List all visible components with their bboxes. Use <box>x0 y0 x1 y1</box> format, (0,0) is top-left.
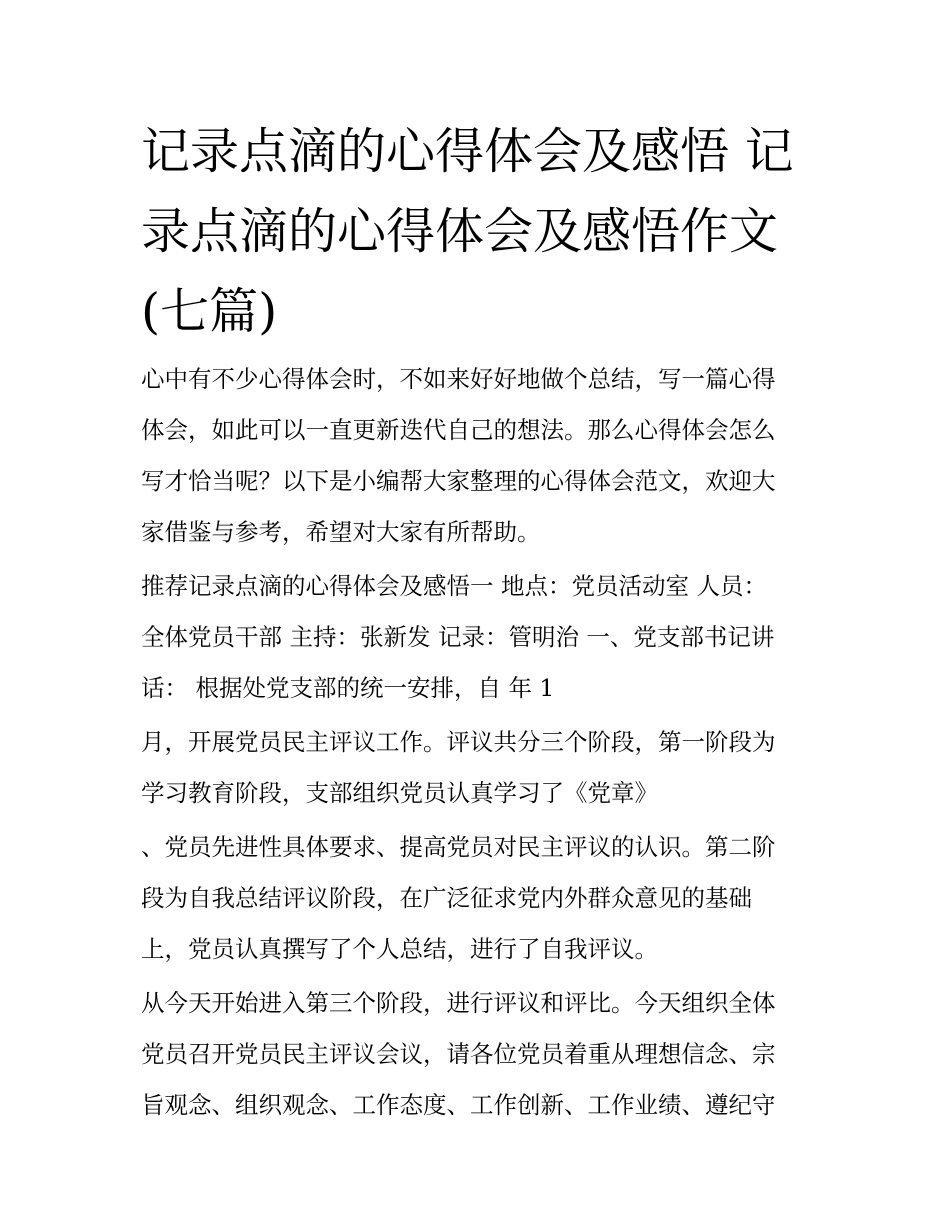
text-line: 心中有不少心得体会时，不如来好好地做个总结，写一篇心得 <box>141 365 776 393</box>
paragraph-intro <box>141 354 813 558</box>
text-line: 党员召开党员民主评议会议，请各位党员着重从理想信念、宗 <box>141 1040 776 1068</box>
text-line: 学习教育阶段，支部组织党员认真学习了《党章》 <box>141 779 658 807</box>
paragraph-phase-three <box>141 978 813 1131</box>
text-line: 家借鉴与参考，希望对大家有所帮助。 <box>141 518 541 546</box>
text-line: 体会，如此可以一直更新迭代自己的想法。那么心得体会怎么 <box>141 416 776 444</box>
text-line: 话： 根据处党支部的统一安排，自 年 1 <box>141 674 555 702</box>
text-line: 、党员先进性具体要求、提高党员对民主评议的认识。第二阶 <box>141 833 776 861</box>
paragraph-phase-two <box>141 822 813 975</box>
paragraph-phase-one <box>141 717 813 819</box>
text-line: 推荐记录点滴的心得体会及感悟一 地点：党员活动室 人员： <box>141 572 767 600</box>
title-line: 记录点滴的心得体会及感悟 记 <box>141 123 794 180</box>
text-line: 旨观念、组织观念、工作态度、工作创新、工作业绩、遵纪守 <box>141 1091 776 1119</box>
title-line: (七篇) <box>141 283 278 340</box>
document-title <box>141 112 813 352</box>
text-line: 从今天开始进入第三个阶段，进行评议和评比。今天组织全体 <box>141 989 776 1017</box>
text-line: 月，开展党员民主评议工作。评议共分三个阶段，第一阶段为 <box>141 728 776 756</box>
text-line: 写才恰当呢？以下是小编帮大家整理的心得体会范文，欢迎大 <box>141 467 776 495</box>
text-line: 上，党员认真撰写了个人总结，进行了自我评议。 <box>141 935 658 963</box>
text-line: 全体党员干部 主持：张新发 记录：管明治 一、党支部书记讲 <box>141 623 775 651</box>
title-line: 录点滴的心得体会及感悟作文 <box>141 203 779 260</box>
paragraph-meeting-info <box>141 561 813 714</box>
document-body <box>141 354 813 1131</box>
text-line: 段为自我总结评议阶段，在广泛征求党内外群众意见的基础 <box>141 884 752 912</box>
